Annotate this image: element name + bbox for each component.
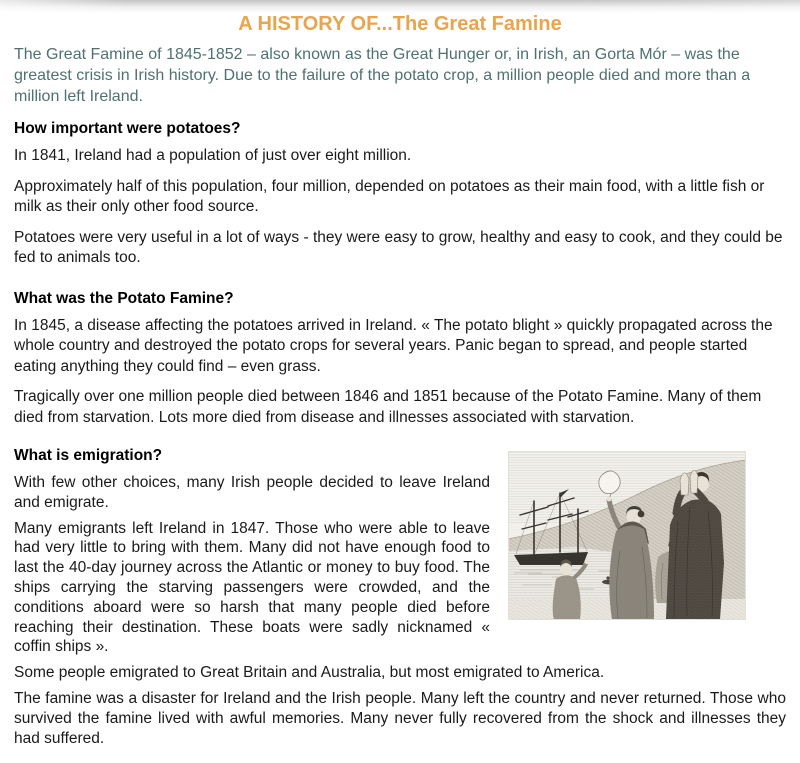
section-heading: What is emigration?: [14, 447, 163, 464]
section-potato-famine: [14, 289, 786, 429]
paragraph: Tragically over one million people died between 1846 and 1851 because of the Potato Famine. Many of them died from starvation. Lots more died from disease and illnesses associated with starvation.: [14, 388, 762, 426]
paragraph: In 1845, a disease affecting the potatoes arrived in Ireland. « The potato blight » quickly propagated across the whole country and destroyed the potato crops for several years. Panic began to spread, and people started eating anything they could find – even grass.: [14, 316, 773, 375]
emigrants-engraving-svg: [508, 451, 746, 620]
paragraph: Potatoes were very useful in a lot of ways - they were easy to grow, healthy and easy to cook, and they could be fed to animals too.: [14, 228, 783, 266]
paragraph: In 1841, Ireland had a population of just over eight million.: [14, 147, 412, 164]
section-emigration: [14, 446, 786, 748]
section-heading: How important were potatoes?: [14, 120, 241, 137]
section-heading: What was the Potato Famine?: [14, 289, 234, 307]
page-title: A HISTORY OF...The Great Famine: [238, 13, 562, 35]
engraving-texture-overlay: [508, 451, 746, 620]
intro-paragraph: The Great Famine of 1845-1852 – also known as the Great Hunger or, in Irish, an Gorta Mór – was the greatest crisis in Irish history. Due to the failure of the potato crop, a million people died and more than a million left Ireland.: [14, 46, 751, 105]
emigrants-engraving-illustration: [508, 451, 746, 620]
section-potato-importance: [14, 119, 786, 269]
paragraph: Some people emigrated to Great Britain and Australia, but most emigrated to America.: [14, 664, 605, 682]
paragraph: Approximately half of this population, four million, depended on potatoes as their main food, with a little fish or milk as their only other food source.: [14, 177, 765, 215]
paragraph: With few other choices, many Irish people decided to leave Ireland and emigrate.: [14, 474, 490, 511]
paragraph: Many emigrants left Ireland in 1847. Those who were able to leave had very little to bring with them. Many did not have enough food to last the 40-day journey across the Atlantic or money to buy food. The ships carrying the starving passengers were crowded, and the conditions aboard were so harsh that many people died before reaching their destination. These boats were sadly nicknamed « coffin ships ».: [14, 519, 490, 656]
paragraph: The famine was a disaster for Ireland and the Irish people. Many left the country and never returned. Those who survived the famine lived with awful memories. Many never fully recovered from the shock and illnesses they had suffered.: [14, 689, 786, 747]
